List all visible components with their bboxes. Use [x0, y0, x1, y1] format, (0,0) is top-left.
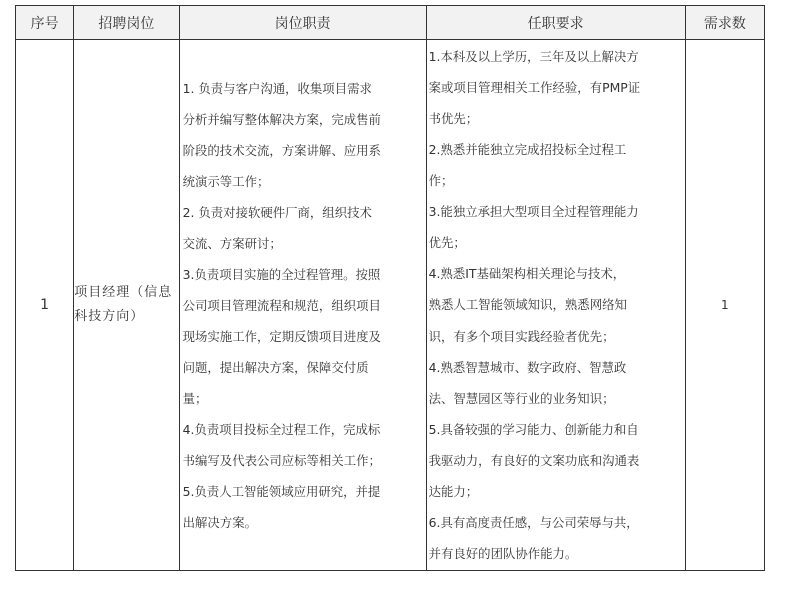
requirement-line: 案或项目管理相关工作经验，有PMP证 [428, 79, 641, 95]
duty-line: 书编写及代表公司应标等相关工作； [182, 452, 381, 468]
requirement-line: 4.熟悉IT基础架构相关理论与技术， [428, 266, 626, 282]
duty-line: 量； [182, 390, 208, 406]
duty-line: 1. 负责与客户沟通，收集项目需求 [182, 80, 372, 96]
duty-line: 问题，提出解决方案，保障交付质 [182, 359, 369, 375]
duty-line: 现场实施工作，定期反馈项目进度及 [182, 328, 381, 344]
seq-cell: 1 [16, 40, 74, 571]
requirement-line: 识，有多个项目实践经验者优先； [428, 328, 615, 344]
requirement-line: 5.具备较强的学习能力、创新能力和自 [428, 421, 639, 437]
requirement-line: 书优先； [428, 110, 479, 126]
duty-line: 出解决方案。 [182, 514, 257, 530]
count-cell: 1 [685, 40, 764, 571]
header-seq: 序号 [16, 6, 74, 40]
table-row [16, 40, 765, 571]
header-requirements: 任职要求 [426, 6, 685, 40]
job-table [15, 5, 765, 571]
requirement-line: 作； [428, 173, 454, 189]
requirement-line: 熟悉人工智能领域知识，熟悉网络知 [428, 297, 627, 313]
duty-line: 阶段的技术交流，方案讲解、应用系 [182, 142, 381, 158]
requirement-line: 并有良好的团队协作能力。 [428, 546, 578, 562]
header-position: 招聘岗位 [74, 6, 179, 40]
header-count: 需求数 [685, 6, 764, 40]
requirement-line: 3.能独立承担大型项目全过程管理能力 [428, 204, 639, 220]
duty-line: 公司项目管理流程和规范，组织项目 [182, 297, 381, 313]
requirements-cell [426, 40, 685, 571]
requirement-line: 4.熟悉智慧城市、数字政府、智慧政 [428, 359, 627, 375]
duty-line: 2. 负责对接软硬件厂商，组织技术 [182, 204, 372, 220]
requirement-line: 6.具有高度责任感，与公司荣辱与共， [428, 515, 639, 531]
requirement-line: 达能力； [428, 484, 479, 500]
duties-cell [179, 40, 426, 571]
duty-line: 5.负责人工智能领域应用研究，并提 [182, 483, 381, 499]
position-cell: 项目经理（信息科技方向） [74, 40, 179, 571]
requirement-line: 法、智慧园区等行业的业务知识； [428, 390, 615, 406]
requirement-line: 优先； [428, 235, 466, 251]
duty-line: 统演示等工作； [182, 173, 270, 189]
duty-line: 分析并编写整体解决方案，完成售前 [182, 111, 381, 127]
requirement-line: 2.熟悉并能独立完成招投标全过程工 [428, 141, 627, 157]
duty-line: 4.负责项目投标全过程工作，完成标 [182, 421, 381, 437]
requirement-line: 1.本科及以上学历，三年及以上解决方 [428, 48, 639, 64]
header-row [16, 6, 765, 40]
duty-line: 3.负责项目实施的全过程管理。按照 [182, 266, 381, 282]
requirements-text [427, 41, 685, 570]
duty-line: 交流、方案研讨； [182, 235, 282, 251]
requirement-line: 我驱动力，有良好的文案功底和沟通表 [428, 452, 640, 468]
duties-text [180, 73, 426, 538]
header-duties: 岗位职责 [179, 6, 426, 40]
